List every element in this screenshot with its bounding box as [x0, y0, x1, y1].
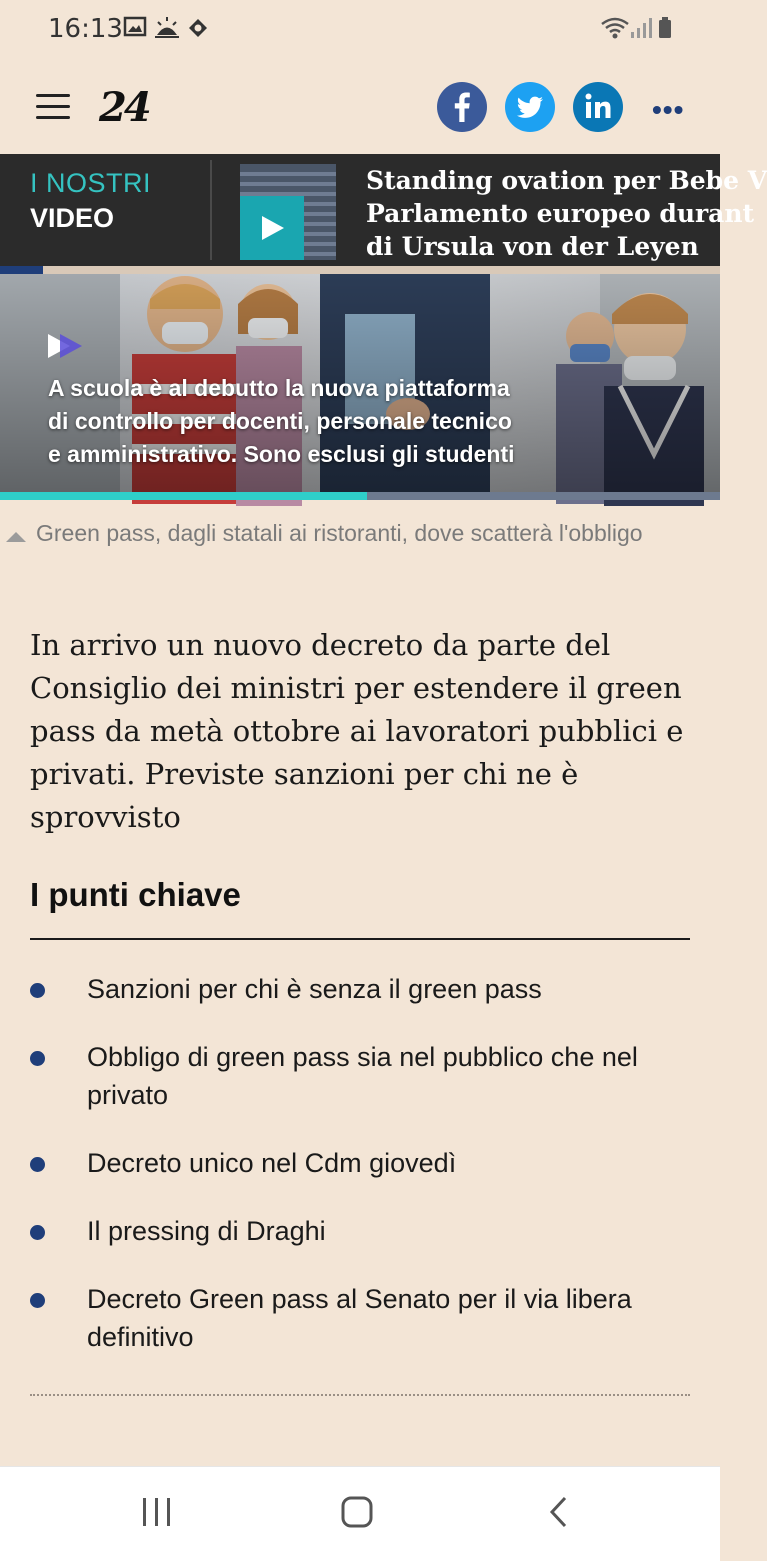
bullet-icon	[30, 1157, 45, 1172]
key-point-item[interactable]	[30, 1280, 690, 1356]
bullet-icon	[30, 1051, 45, 1066]
video-strip	[0, 154, 767, 266]
key-point-item[interactable]	[30, 1144, 690, 1182]
key-point-text: Il pressing di Draghi	[87, 1216, 326, 1246]
facebook-share-button[interactable]	[437, 82, 487, 132]
caption-triangle-icon	[6, 530, 26, 544]
status-bar	[0, 0, 720, 60]
video-thumbnail[interactable]	[240, 164, 336, 260]
key-point-item[interactable]	[30, 1038, 690, 1114]
facebook-icon	[437, 82, 487, 132]
video-strip-label-bottom: VIDEO	[30, 203, 115, 233]
notification-app-icon	[186, 16, 210, 40]
wifi-icon	[600, 16, 630, 40]
hamburger-menu-icon[interactable]	[36, 94, 72, 120]
system-navigation-bar	[0, 1466, 720, 1561]
battery-icon	[658, 16, 672, 40]
bullet-icon	[30, 1225, 45, 1240]
article-summary: In arrivo un nuovo decreto da parte del Consiglio dei ministri per estendere il green pass da metà ottobre ai lavoratori pubblici e privati. Previste sanzioni per chi ne è sprovvisto	[30, 628, 684, 834]
twitter-icon	[505, 82, 555, 132]
key-point-item[interactable]	[30, 1212, 690, 1250]
image-caption: Green pass, dagli statali ai ristoranti, dove scatterà l'obbligo	[36, 520, 643, 546]
key-point-text: Obbligo di green pass sia nel pubblico che nel privato	[87, 1042, 638, 1110]
site-logo[interactable]: 24	[99, 84, 149, 131]
image-icon	[124, 16, 146, 38]
hero-caption-line: A scuola è al debutto la nuova piattaforma	[48, 375, 510, 401]
linkedin-icon	[573, 82, 623, 132]
weather-icon	[154, 16, 180, 38]
key-point-text: Decreto unico nel Cdm giovedì	[87, 1148, 457, 1178]
hero-progress-fill	[0, 492, 367, 500]
twitter-share-button[interactable]	[505, 82, 555, 132]
video-title-line: Standing ovation per Bebe V	[366, 166, 767, 195]
video-title-line: Parlamento europeo durant	[366, 199, 755, 228]
hero-caption-line: di controllo per docenti, personale tecnico	[48, 408, 512, 434]
more-options-icon[interactable]: •••	[652, 94, 685, 125]
hero-video[interactable]	[0, 274, 720, 500]
section-divider	[30, 1394, 690, 1396]
video-title-line: di Ursula von der Leyen	[366, 232, 699, 261]
key-point-item[interactable]	[30, 970, 690, 1008]
back-icon[interactable]	[546, 1495, 572, 1529]
key-point-text: Decreto Green pass al Senato per il via libera definitivo	[87, 1284, 632, 1352]
key-point-text: Sanzioni per chi è senza il green pass	[87, 974, 542, 1004]
home-icon[interactable]	[340, 1495, 374, 1529]
video-strip-label-top: I NOSTRI	[30, 168, 152, 198]
recent-apps-icon[interactable]	[140, 1495, 174, 1529]
linkedin-share-button[interactable]	[573, 82, 623, 132]
site-header	[0, 60, 720, 154]
hero-progress-bar[interactable]	[0, 492, 720, 500]
hero-caption-line: e amministrativo. Sono esclusi gli studenti	[48, 441, 515, 467]
signal-icon	[630, 16, 652, 40]
bullet-icon	[30, 983, 45, 998]
key-points-divider	[30, 938, 690, 940]
video-title[interactable]	[366, 164, 767, 263]
status-time: 16:13	[48, 14, 123, 44]
hero-caption	[48, 372, 608, 471]
key-points-list	[30, 970, 690, 1386]
video-strip-progress	[0, 266, 720, 274]
bullet-icon	[30, 1293, 45, 1308]
key-points-title: I punti chiave	[30, 876, 241, 913]
divider	[210, 160, 212, 260]
